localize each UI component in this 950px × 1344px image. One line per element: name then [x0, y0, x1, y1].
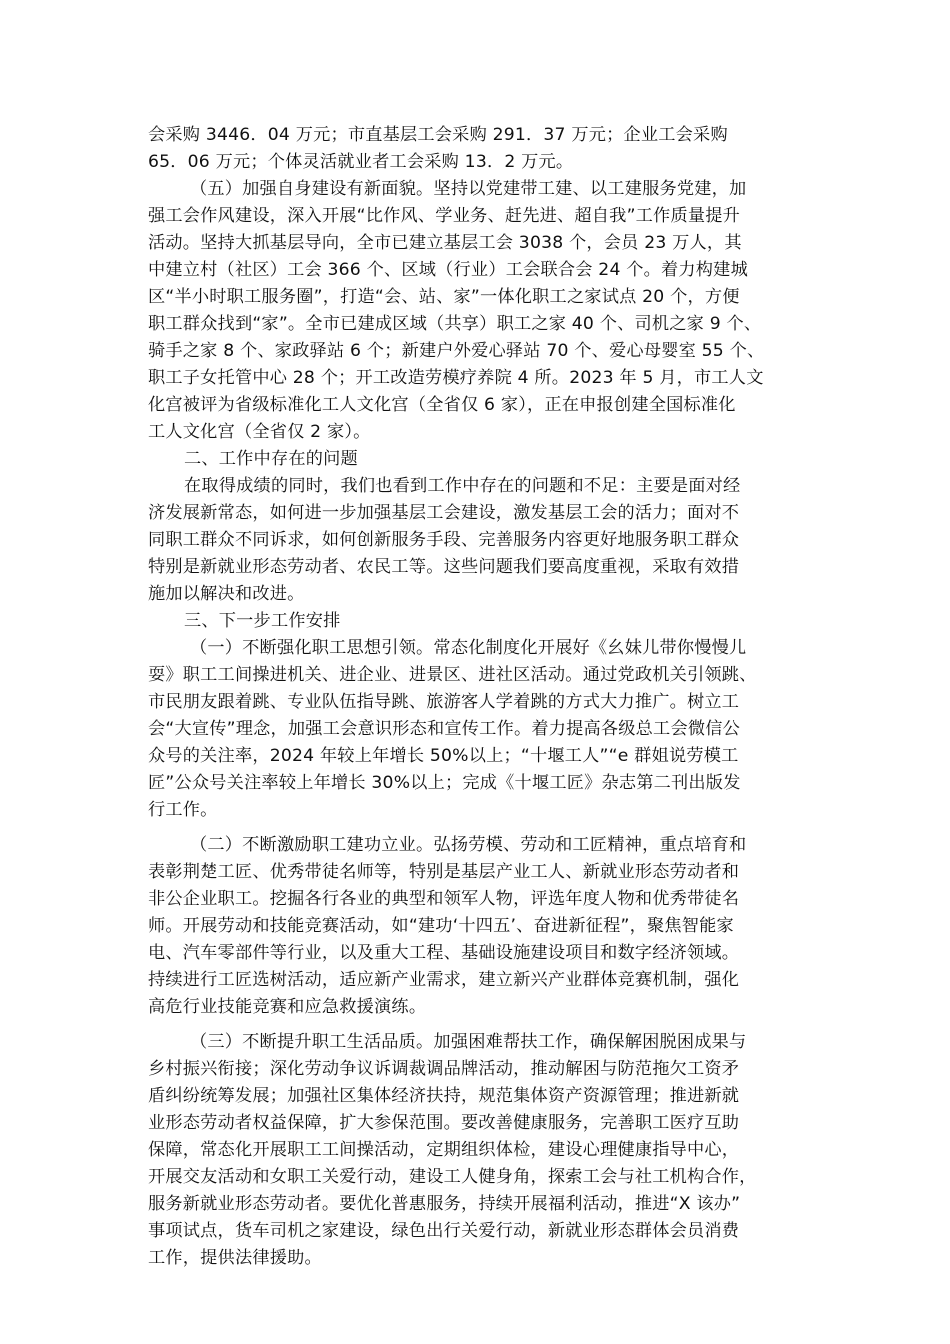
paragraph-line: 保障，常态化开展职工工间操活动，定期组织体检，建设心理健康指导中心，	[148, 1140, 740, 1160]
paragraph-line: 乡村振兴衔接；深化劳动争议诉调裁调品牌活动，推动解困与防范拖欠工资矛	[148, 1059, 740, 1079]
paragraph-line: 师。开展劳动和技能竞赛活动，如“建功‘十四五’、奋进新征程”，聚焦智能家	[148, 916, 734, 936]
paragraph-line: 同职工群众不同诉求，如何创新服务手段、完善服务内容更好地服务职工群众	[148, 530, 740, 550]
paragraph-line: 骑手之家 8 个、家政驿站 6 个；新建户外爱心驿站 70 个、爱心母婴室 55 个、	[148, 341, 765, 361]
paragraph-line: 盾纠纷统筹发展；加强社区集体经济扶持，规范集体资产资源管理；推进新就	[148, 1086, 740, 1106]
paragraph-line: 服务新就业形态劳动者。要优化普惠服务，持续开展福利活动，推进“X 该办”	[148, 1194, 741, 1214]
paragraph-line: 会采购 3446．04 万元；市直基层工会采购 291．37 万元；企业工会采购	[148, 125, 728, 145]
paragraph-line: 开展交友活动和女职工关爱行动，建设工人健身角，探索工会与社工机构合作，	[148, 1167, 757, 1187]
paragraph-line: 会“大宣传”理念，加强工会意识形态和宣传工作。着力提高各级总工会微信公	[148, 719, 740, 739]
paragraph-line: 业形态劳动者权益保障，扩大参保范围。要改善健康服务，完善职工医疗互助	[148, 1113, 740, 1133]
paragraph-line: 工人文化宫（全省仅 2 家）。	[148, 422, 371, 442]
paragraph-line: 施加以解决和改进。	[148, 584, 305, 604]
section-heading: 三、下一步工作安排	[184, 611, 341, 631]
paragraph-line: 匠”公众号关注率较上年增长 30%以上；完成《十堰工匠》杂志第二刊出版发	[148, 773, 741, 793]
paragraph-line: 化宫被评为省级标准化工人文化宫（全省仅 6 家），正在申报创建全国标准化	[148, 395, 736, 415]
section-heading-line: （五）加强自身建设有新面貌。坚持以党建带工建、以工建服务党建，加	[190, 179, 747, 199]
paragraph-line: 济发展新常态，如何进一步加强基层工会建设，激发基层工会的活力；面对不	[148, 503, 740, 523]
paragraph-line: 强工会作风建设，深入开展“比作风、学业务、赶先进、超自我”工作质量提升	[148, 206, 740, 226]
paragraph-line: 持续进行工匠选树活动，适应新产业需求，建立新兴产业群体竞赛机制，强化	[148, 970, 740, 990]
paragraph-line: 职工子女托管中心 28 个；开工改造劳模疗养院 4 所。2023 年 5 月，市工人文	[148, 368, 764, 388]
paragraph-line: 电、汽车零部件等行业，以及重大工程、基础设施建设项目和数字经济领域。	[148, 943, 740, 963]
paragraph-line: 活动。坚持大抓基层导向，全市已建立基层工会 3038 个，会员 23 万人，其	[148, 233, 742, 253]
paragraph-line: （一）不断强化职工思想引领。常态化制度化开展好《幺妹儿带你慢慢儿	[190, 638, 747, 658]
paragraph-line: 众号的关注率，2024 年较上年增长 50%以上；“十堰工人”“e 群姐说劳模工	[148, 746, 739, 766]
paragraph-line: 中建立村（社区）工会 366 个、区域（行业）工会联合会 24 个。着力构建城	[148, 260, 748, 280]
paragraph-line: （二）不断激励职工建功立业。弘扬劳模、劳动和工匠精神，重点培育和	[190, 835, 747, 855]
section-heading: 二、工作中存在的问题	[184, 449, 358, 469]
paragraph-line: 职工群众找到“家”。全市已建成区域（共享）职工之家 40 个、司机之家 9 个、	[148, 314, 762, 334]
paragraph-line: 65．06 万元；个体灵活就业者工会采购 13．2 万元。	[148, 152, 574, 172]
paragraph-line: 在取得成绩的同时，我们也看到工作中存在的问题和不足：主要是面对经	[184, 476, 741, 496]
paragraph-line: 表彰荆楚工匠、优秀带徒名师等，特别是基层产业工人、新就业形态劳动者和	[148, 862, 740, 882]
paragraph-line: 区“半小时职工服务圈”，打造“会、站、家”一体化职工之家试点 20 个，方便	[148, 287, 740, 307]
paragraph-line: （三）不断提升职工生活品质。加强困难帮扶工作，确保解困脱困成果与	[190, 1032, 747, 1052]
paragraph-line: 特别是新就业形态劳动者、农民工等。这些问题我们要高度重视，采取有效措	[148, 557, 740, 577]
paragraph-line: 耍》职工工间操进机关、进企业、进景区、进社区活动。通过党政机关引领跳、	[148, 665, 757, 685]
paragraph-line: 行工作。	[148, 800, 218, 820]
paragraph-line: 市民朋友跟着跳、专业队伍指导跳、旅游客人学着跳的方式大力推广。树立工	[148, 692, 740, 712]
paragraph-line: 事项试点，货车司机之家建设，绿色出行关爱行动，新就业形态群体会员消费	[148, 1221, 740, 1241]
paragraph-line: 工作，提供法律援助。	[148, 1248, 322, 1268]
paragraph-line: 非公企业职工。挖掘各行各业的典型和领军人物，评选年度人物和优秀带徒名	[148, 889, 740, 909]
paragraph-line: 高危行业技能竞赛和应急救援演练。	[148, 997, 427, 1017]
